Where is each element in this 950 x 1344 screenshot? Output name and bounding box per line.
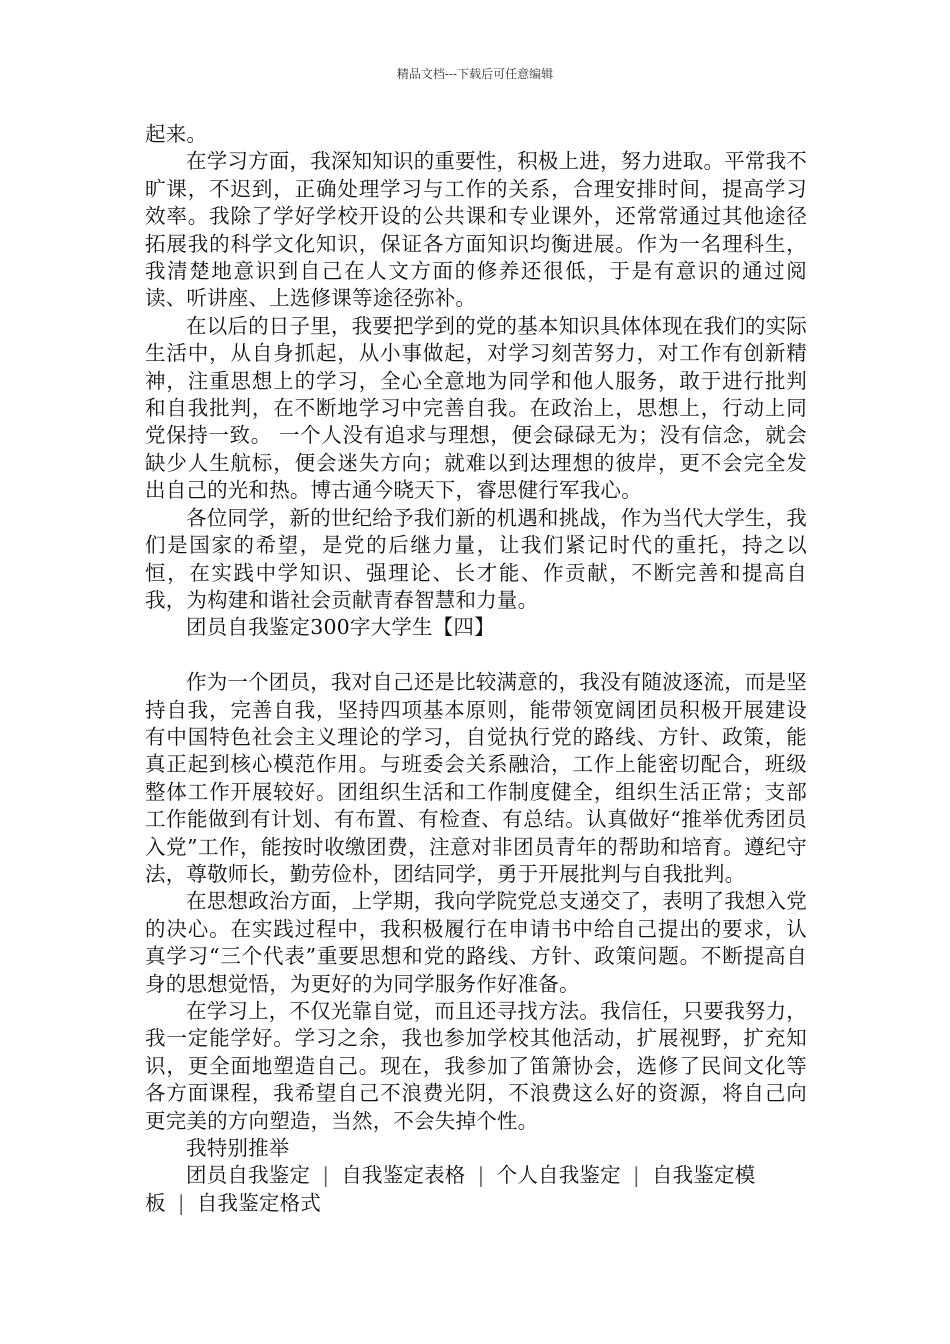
link-ziwojianding-muban[interactable]: 自我鉴定模板 [145, 1163, 756, 1215]
section-heading: 团员自我鉴定300字大学生【四】 [186, 615, 495, 640]
paragraph-politics: 在思想政治方面，上学期，我向学院党总支递交了，表明了我想入党的决心。在实践过程中，我积极履行在申请书中给自己提出的要求，认真学习“三个代表”重要思想和党的路线、方针、政策问题。不断提高自身的思想觉悟，为更好的为同学服务作好准备。 [145, 889, 807, 996]
link-geren-ziwojianding[interactable]: 个人自我鉴定 [496, 1163, 621, 1188]
link-separator: | [477, 1163, 485, 1188]
link-separator: | [322, 1163, 330, 1188]
recommend-label: 我特别推举 [186, 1136, 290, 1161]
paragraph-classmates: 各位同学，新的世纪给予我们新的机遇和挑战，作为当代大学生，我们是国家的希望，是党的后继力量，让我们紧记时代的重托，持之以恒，在实践中学知识、强理论、长才能、作贡献，不断完善和提高自我，为构建和谐社会贡献青春智慧和力量。 [145, 505, 807, 612]
link-ziwojianding-geshi[interactable]: 自我鉴定格式 [196, 1190, 322, 1215]
paragraph-member: 作为一个团员，我对自己还是比较满意的，我没有随波逐流，而是坚持自我，完善自我，坚持四项基本原则，能带领宽阔团员积极开展建设有中国特色社会主义理论的学习，自觉执行党的路线、方针、政策，能真正起到核心模范作用。与班委会关系融洽，工作上能密切配合，班级整体工作开展较好。团组织生活和工作制度健全，组织生活正常；支部工作能做到有计划、有布置、有检查、有总结。认真做好“推举优秀团员入党”工作，能按时收缴团费，注意对非团员青年的帮助和培育。遵纪守法，尊敬师长，勤劳俭朴，团结同学，勇于开展批判与自我批判。 [145, 670, 807, 886]
paragraph-continuation: 起来。 [145, 122, 208, 146]
link-separator: | [632, 1163, 640, 1188]
blank-line [145, 642, 807, 669]
link-separator: | [177, 1190, 185, 1215]
recommend-links [145, 1162, 807, 1217]
paragraph-learning: 在学习上，不仅光靠自觉，而且还寻找方法。我信任，只要我努力，我一定能学好。学习之余，我也参加学校其他活动，扩展视野，扩充知识，更全面地塑造自己。现在，我参加了笛箫协会，选修了民间文化等各方面课程，我希望自己不浪费光阴，不浪费这么好的资源，将自己向更完美的方向塑造，当然，不会失掉个性。 [145, 998, 807, 1133]
document-body [145, 121, 807, 1217]
page-header: 精品文档---下载后可任意编辑 [396, 67, 554, 81]
link-tuanyuan-ziwojianding[interactable]: 团员自我鉴定 [186, 1163, 311, 1188]
paragraph-study: 在学习方面，我深知知识的重要性，积极上进，努力进取。平常我不旷课，不迟到，正确处理学习与工作的关系，合理安排时间，提高学习效率。我除了学好学校开设的公共课和专业课外，还常常通过其他途径拓展我的科学文化知识，保证各方面知识均衡进展。作为一名理科生，我清楚地意识到自己在人文方面的修养还很低，于是有意识的通过阅读、听讲座、上选修课等途径弥补。 [145, 149, 807, 311]
link-ziwojianding-biaoge[interactable]: 自我鉴定表格 [341, 1163, 466, 1188]
paragraph-future: 在以后的日子里，我要把学到的党的基本知识具体体现在我们的实际生活中，从自身抓起，从小事做起，对学习刻苦努力，对工作有创新精神，注重思想上的学习，全心全意地为同学和他人服务，敢于进行批判和自我批判，在不断地学习中完善自我。在政治上，思想上，行动上同党保持一致。 一个人没有追求与理想，便会碌碌无为；没有信念，就会缺少人生航标，便会迷失方向；就难以到达理想的彼岸，更不会完全发出自己的光和热。博古通今晓天下，睿思健行军我心。 [145, 313, 807, 503]
